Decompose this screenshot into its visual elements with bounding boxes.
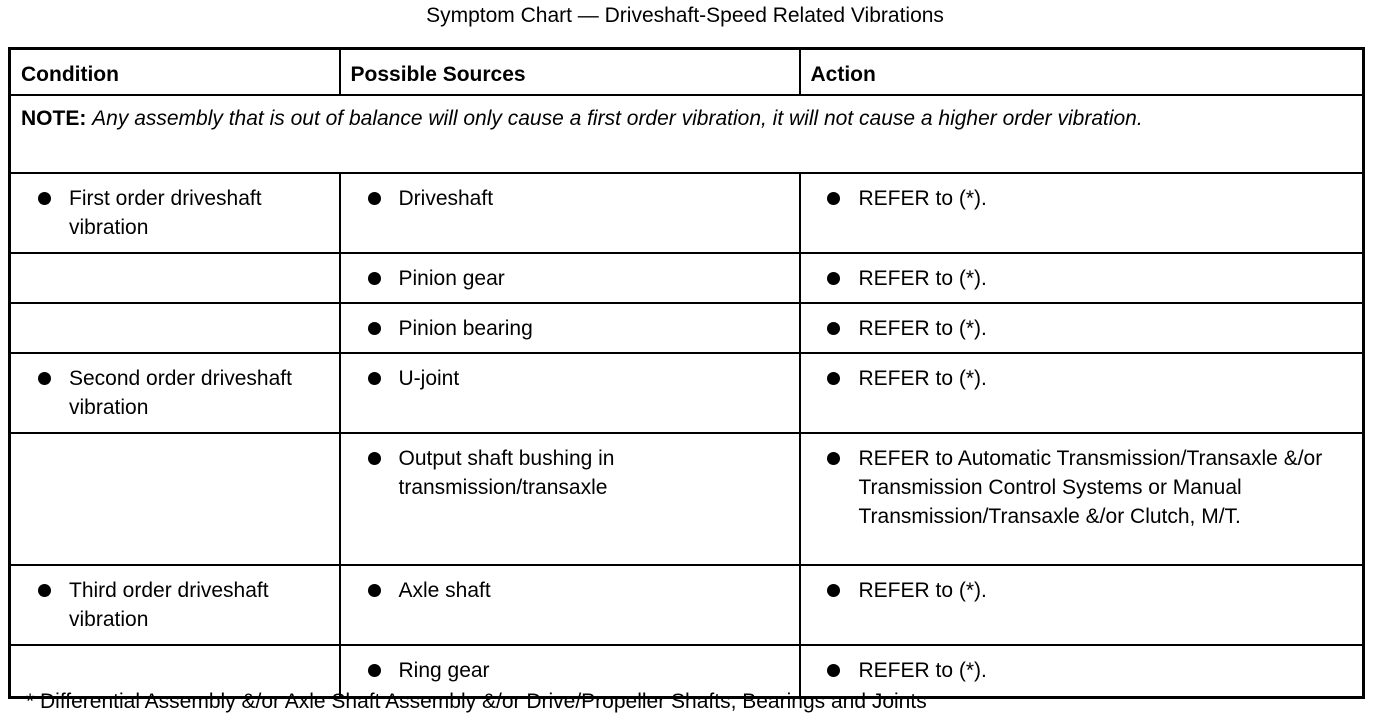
action-text: REFER to (*). [858, 186, 987, 210]
action-text: REFER to (*). [858, 578, 987, 602]
action-text: REFER to (*). [858, 658, 987, 682]
source-cell [340, 433, 800, 565]
condition-cell-empty [10, 303, 340, 353]
table-row [10, 173, 1364, 253]
bullet-icon [827, 192, 840, 205]
symptom-chart-table [8, 47, 1365, 699]
source-text: Pinion gear [398, 266, 505, 290]
bullet-icon [368, 192, 381, 205]
source-text: Pinion bearing [398, 316, 533, 340]
action-cell [800, 565, 1364, 645]
bullet-icon [368, 322, 381, 335]
condition-cell [10, 353, 340, 433]
source-text: Driveshaft [398, 186, 494, 210]
table-row [10, 353, 1364, 433]
bullet-icon [827, 322, 840, 335]
action-cell [800, 353, 1364, 433]
source-text: Axle shaft [398, 578, 491, 602]
bullet-icon [368, 452, 381, 465]
source-text: Output shaft bushing in transmission/transaxle [398, 446, 615, 499]
note-cell [10, 95, 1364, 173]
chart-title: Symptom Chart — Driveshaft-Speed Related Vibrations [426, 4, 944, 27]
table-row [10, 433, 1364, 565]
condition-cell-empty [10, 253, 340, 303]
bullet-icon [38, 192, 51, 205]
source-text: U-joint [398, 366, 460, 390]
action-cell [800, 173, 1364, 253]
header-condition: Condition [10, 49, 340, 95]
condition-text: First order driveshaft vibration [69, 186, 262, 239]
action-text: REFER to (*). [858, 316, 987, 340]
action-text: REFER to (*). [858, 366, 987, 390]
condition-cell [10, 565, 340, 645]
bullet-icon [827, 372, 840, 385]
source-cell [340, 253, 800, 303]
condition-cell [10, 173, 340, 253]
condition-text: Third order driveshaft vibration [69, 578, 269, 631]
table-row [10, 303, 1364, 353]
action-text: REFER to (*). [858, 266, 987, 290]
bullet-icon [38, 584, 51, 597]
source-cell [340, 173, 800, 253]
condition-text: Second order driveshaft vibration [69, 366, 292, 419]
condition-cell-empty [10, 433, 340, 565]
bullet-icon [368, 584, 381, 597]
bullet-icon [827, 452, 840, 465]
bullet-icon [827, 272, 840, 285]
bullet-icon [368, 272, 381, 285]
table-row [10, 565, 1364, 645]
action-cell [800, 303, 1364, 353]
bullet-icon [38, 372, 51, 385]
source-cell [340, 303, 800, 353]
header-possible-sources: Possible Sources [340, 49, 800, 95]
source-cell [340, 565, 800, 645]
header-row [10, 49, 1364, 95]
bullet-icon [368, 664, 381, 677]
note-row [10, 95, 1364, 173]
note-label: NOTE: [21, 106, 87, 130]
bullet-icon [368, 372, 381, 385]
action-cell [800, 253, 1364, 303]
table-row [10, 253, 1364, 303]
footnote: * Differential Assembly &/or Axle Shaft Assembly &/or Drive/Propeller Shafts, Bearings and Joints [26, 690, 927, 713]
bullet-icon [827, 664, 840, 677]
source-cell [340, 353, 800, 433]
bullet-icon [827, 584, 840, 597]
action-cell [800, 433, 1364, 565]
source-text: Ring gear [398, 658, 490, 682]
action-text: REFER to Automatic Transmission/Transaxle &/or Transmission Control Systems or Manual Transmission/Transaxle &/or Clutch, M/T. [858, 446, 1323, 528]
note-text: Any assembly that is out of balance will only cause a first order vibration, it will not cause a higher order vibration. [92, 106, 1143, 130]
header-action: Action [800, 49, 1364, 95]
